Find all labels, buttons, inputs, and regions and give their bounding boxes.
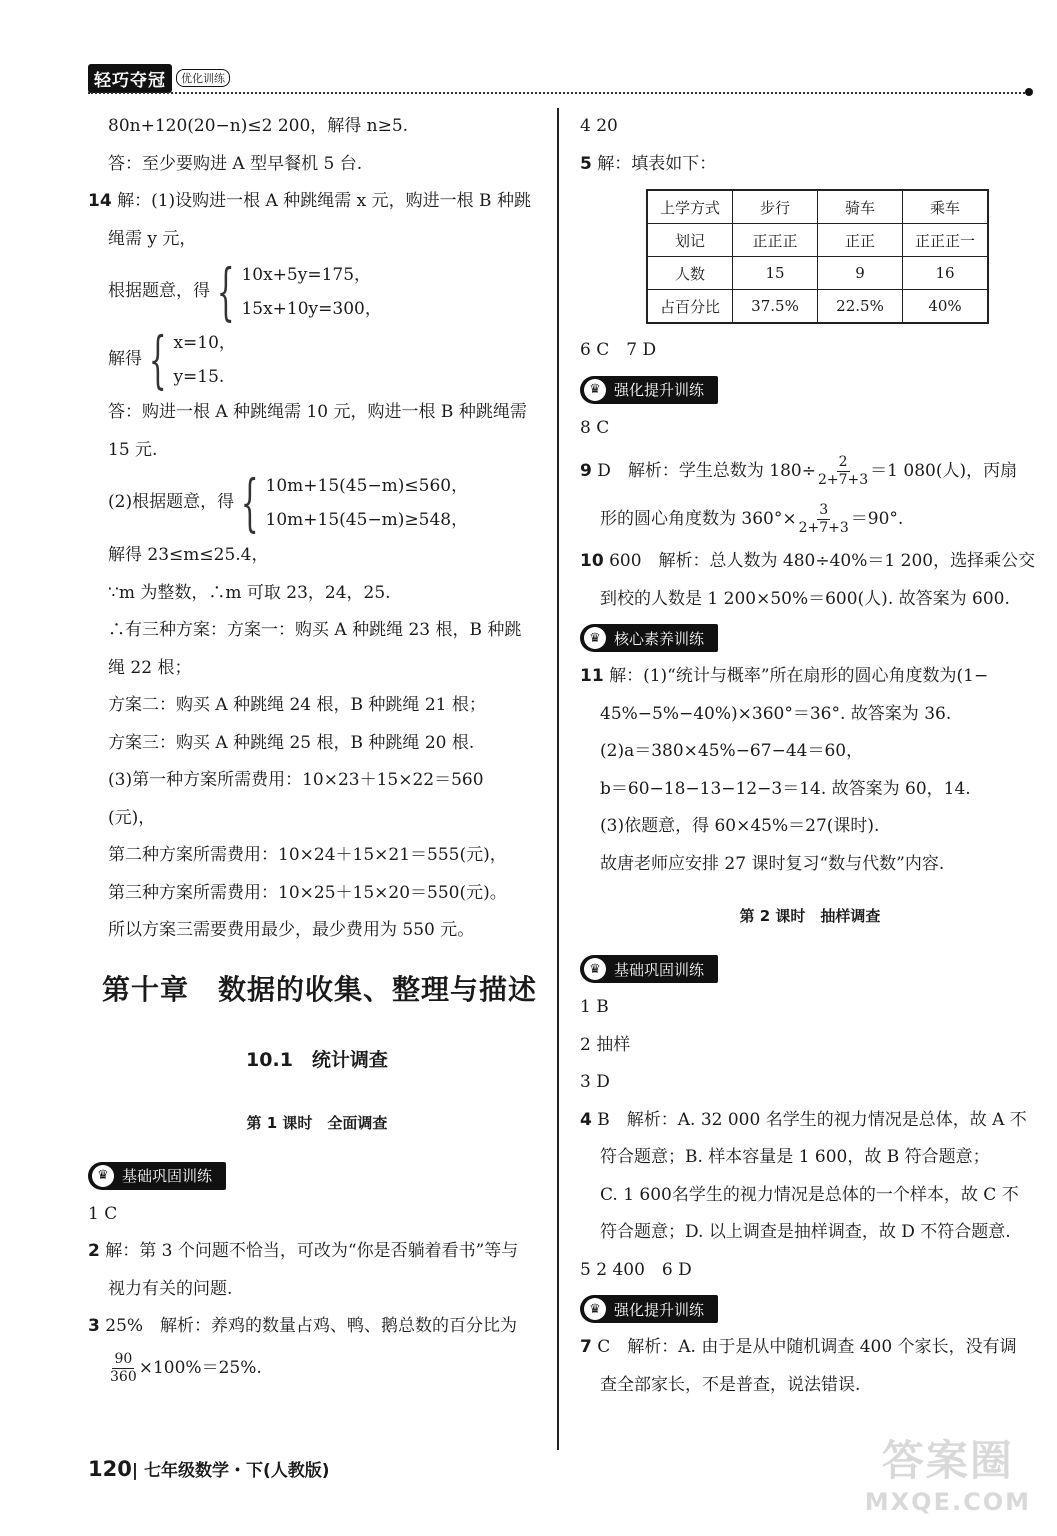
question-10 — [580, 543, 1040, 581]
text-line: 45%−5%−40%)×360°＝36°. 故答案为 36. — [600, 703, 952, 724]
text-line: ∴有三种方案：方案一：购买 A 种跳绳 23 根，B 种跳 — [108, 620, 522, 640]
system-lead: 解得 — [108, 349, 142, 370]
equation: y=15. — [173, 367, 225, 387]
table-cell: 15 — [733, 257, 818, 290]
text-line: 答：购进一根 A 种跳绳需 10 元，购进一根 B 种跳绳需 — [108, 402, 527, 422]
text-line: 所以方案三需要费用最少，最少费用为 550 元。 — [108, 920, 475, 940]
page-header — [88, 64, 230, 92]
numerator: 2 — [838, 454, 848, 470]
table-cell: 37.5% — [733, 290, 818, 324]
question-5 — [580, 146, 1040, 184]
table-row — [647, 257, 988, 290]
question-11 — [580, 658, 1040, 696]
text-line: 600 解析：总人数为 480÷40%＝1 200，选择乘公交 — [609, 551, 1036, 571]
table-header-row — [647, 190, 988, 224]
text-line: 解：(1)设购进一根 A 种跳绳需 x 元，购进一根 B 种跳 — [117, 191, 531, 211]
question-3 — [88, 1308, 546, 1346]
question-9 — [580, 447, 1040, 495]
question-number: 10 — [580, 551, 604, 571]
answer-line: 4 20 — [580, 116, 618, 136]
equation: 10x+5y=175， — [241, 265, 372, 285]
inequality: 10m+15(45−m)≤560， — [265, 476, 469, 496]
page-footer: 120| 七年级数学・下(人教版) — [88, 1457, 330, 1481]
solution-system-1 — [108, 323, 546, 396]
table-cell: 16 — [903, 257, 989, 290]
text-line: b＝60−18−13−12−3＝14. 故答案为 60，14. — [600, 778, 971, 799]
answer-line: 5 2 400 6 D — [580, 1259, 692, 1280]
question-number: 9 — [580, 461, 592, 481]
crown-icon: ♛ — [584, 1298, 606, 1320]
question-7 — [580, 1329, 1040, 1367]
brace-symbol: { — [216, 255, 235, 328]
question-2 — [88, 1233, 546, 1271]
table-cell: 40% — [903, 290, 989, 324]
crown-icon: ♛ — [584, 379, 606, 401]
fraction — [799, 502, 849, 537]
table-cell: 正正正一 — [903, 224, 989, 257]
table-cell: 人数 — [647, 257, 733, 290]
denominator: 360 — [110, 1368, 137, 1385]
text-line: (2)a＝380×45%−67−44＝60， — [600, 741, 864, 761]
brace-symbol: { — [240, 466, 259, 539]
fraction — [818, 454, 868, 489]
text-line: 解：(1)“统计与概率”所在扇形的圆心角度数为(1− — [609, 666, 989, 686]
lesson-title: 第 1 课时 全面调查 — [246, 1113, 388, 1132]
table-cell: 划记 — [647, 224, 733, 257]
text-line: ∵m 为整数，∴m 可取 23，24，25. — [108, 582, 391, 603]
section-banner — [88, 1162, 226, 1190]
text-line: C 解析：A. 由于是从中随机调查 400 个家长，没有调 — [597, 1337, 1017, 1357]
text-line: 15 元. — [108, 439, 158, 460]
banner-label: 强化提升训练 — [614, 1300, 705, 1319]
question-4 — [580, 1102, 1040, 1140]
text-line: ＝90°. — [850, 509, 904, 529]
numerator: 3 — [819, 502, 829, 518]
text-line: 符合题意；D. 以上调查是抽样调查，故 D 不符合题意. — [600, 1222, 1011, 1242]
answer-line: 1 C — [88, 1203, 118, 1224]
question-number: 4 — [580, 1109, 592, 1130]
equation-system-1 — [108, 255, 546, 328]
question-number: 11 — [580, 666, 604, 686]
crown-icon: ♛ — [584, 958, 606, 980]
answer-line: 8 C — [580, 417, 610, 438]
question-number: 7 — [580, 1337, 592, 1357]
section-banner — [580, 624, 718, 652]
system-lead: 根据题意，得 — [108, 281, 210, 302]
chapter-title: 第十章 数据的收集、整理与描述 — [102, 972, 538, 1006]
fraction-line — [580, 495, 1040, 543]
table-cell: 22.5% — [818, 290, 903, 324]
inequality-system — [108, 466, 546, 539]
banner-label: 强化提升训练 — [614, 381, 705, 399]
text-line: 解：第 3 个问题不恰当，可改为“你是否躺着看书”等与 — [105, 1241, 519, 1261]
equation: x=10， — [173, 333, 236, 353]
brace-symbol: { — [148, 323, 167, 396]
watermark-logo: 答案圈 — [881, 1436, 1014, 1485]
series-logo: 轻巧夺冠 — [88, 64, 172, 93]
crown-icon: ♛ — [584, 627, 606, 649]
table-cell: 占百分比 — [647, 290, 733, 324]
equation: 15x+10y=300， — [241, 299, 382, 319]
banner-label: 核心素养训练 — [614, 629, 705, 648]
book-title: 七年级数学・下(人教版) — [143, 1461, 330, 1481]
tally-table — [646, 189, 989, 324]
page-number: 120 — [88, 1457, 132, 1481]
text-line: 答：至少要购进 A 型早餐机 5 台. — [108, 153, 363, 174]
banner-label: 基础巩固训练 — [614, 960, 705, 979]
text-line: (元)， — [108, 807, 156, 828]
question-14 — [88, 183, 546, 221]
answer-line: 6 C 7 D — [580, 340, 657, 360]
denominator: 2+7+3 — [817, 472, 869, 488]
numerator: 90 — [114, 1350, 133, 1367]
watermark — [865, 1428, 1031, 1516]
question-number: 3 — [88, 1316, 100, 1336]
lesson-title: 第 2 课时 抽样调查 — [739, 907, 881, 925]
fraction — [110, 1351, 137, 1386]
crown-icon: ♛ — [92, 1165, 114, 1187]
table-header-cell: 乘车 — [903, 190, 989, 224]
text-line: 解：填表如下： — [597, 153, 717, 174]
table-header-cell: 上学方式 — [647, 190, 733, 224]
text-line: 到校的人数是 1 200×50%＝600(人). 故答案为 600. — [600, 588, 1010, 609]
inequality: 10m+15(45−m)≥548， — [265, 510, 469, 530]
question-number: 5 — [580, 153, 592, 174]
text-line: 绳需 y 元， — [108, 228, 197, 249]
header-dot — [1025, 88, 1033, 96]
table-row — [647, 290, 988, 324]
fraction-line — [88, 1346, 546, 1390]
answer-line: 3 D — [580, 1072, 610, 1092]
table-header-cell: 骑车 — [818, 190, 903, 224]
header-divider — [88, 92, 1029, 94]
watermark-url: MXQE.COM — [864, 1488, 1031, 1516]
right-column — [580, 108, 1040, 1404]
text-line: 查全部家长，不是普查，说法错误. — [600, 1374, 861, 1395]
text-line: 25% 解析：养鸡的数量占鸡、鸭、鹅总数的百分比为 — [105, 1316, 518, 1336]
table-cell: 正正正 — [733, 224, 818, 257]
section-banner — [580, 376, 718, 404]
answer-line: 2 抽样 — [580, 1034, 631, 1055]
section-banner — [580, 955, 718, 983]
text-line: 80n+120(20−n)≤2 200，解得 n≥5. — [108, 116, 409, 136]
question-number: 2 — [88, 1241, 100, 1261]
denominator: 2+7+3 — [798, 520, 849, 536]
table-cell: 正正 — [818, 224, 903, 257]
section-title: 10.1 统计调查 — [246, 1048, 388, 1071]
text-line: 解得 23≤m≤25.4， — [108, 545, 269, 565]
text-line: 第二种方案所需费用：10×24＋15×21＝555(元)， — [108, 845, 507, 865]
text-line: (3)依题意，得 60×45%＝27(课时). — [600, 816, 880, 836]
question-number: 14 — [88, 191, 112, 211]
text-line: ＝1 080(人)，丙扇 — [870, 461, 1018, 481]
system-lead: (2)根据题意，得 — [108, 492, 235, 513]
text-line: 形的圆心角度数为 360°× — [600, 509, 797, 529]
text-line: B 解析：A. 32 000 名学生的视力情况是总体，故 A 不 — [597, 1109, 1027, 1130]
section-banner — [580, 1295, 718, 1323]
text-line: D 解析：学生总数为 180÷ — [597, 461, 816, 481]
left-column — [88, 108, 546, 1390]
text-line: 绳 22 根； — [108, 657, 192, 678]
table-cell: 9 — [818, 257, 903, 290]
answer-line: 1 B — [580, 997, 609, 1017]
text-line: 第三种方案所需费用：10×25＋15×20＝550(元)。 — [108, 882, 507, 903]
text-line: 故唐老师应安排 27 课时复习“数与代数”内容. — [600, 853, 945, 874]
text-line: 视力有关的问题. — [108, 1278, 233, 1299]
text-line: C. 1 600名学生的视力情况是总体的一个样本，故 C 不 — [600, 1184, 1019, 1205]
text-line: (3)第一种方案所需费用：10×23＋15×22＝560 — [108, 770, 484, 790]
text-line: 方案二：购买 A 种跳绳 24 根，B 种跳绳 21 根； — [108, 695, 486, 715]
column-divider — [557, 108, 559, 1450]
text-line: 符合题意；B. 样本容量是 1 600，故 B 符合题意； — [600, 1147, 990, 1167]
table-row — [647, 224, 988, 257]
text-line: ×100%＝25%. — [138, 1357, 262, 1378]
text-line: 方案三：购买 A 种跳绳 25 根，B 种跳绳 20 根. — [108, 732, 475, 753]
table-header-cell: 步行 — [733, 190, 818, 224]
banner-label: 基础巩固训练 — [122, 1167, 213, 1185]
series-badge: 优化训练 — [176, 69, 230, 87]
